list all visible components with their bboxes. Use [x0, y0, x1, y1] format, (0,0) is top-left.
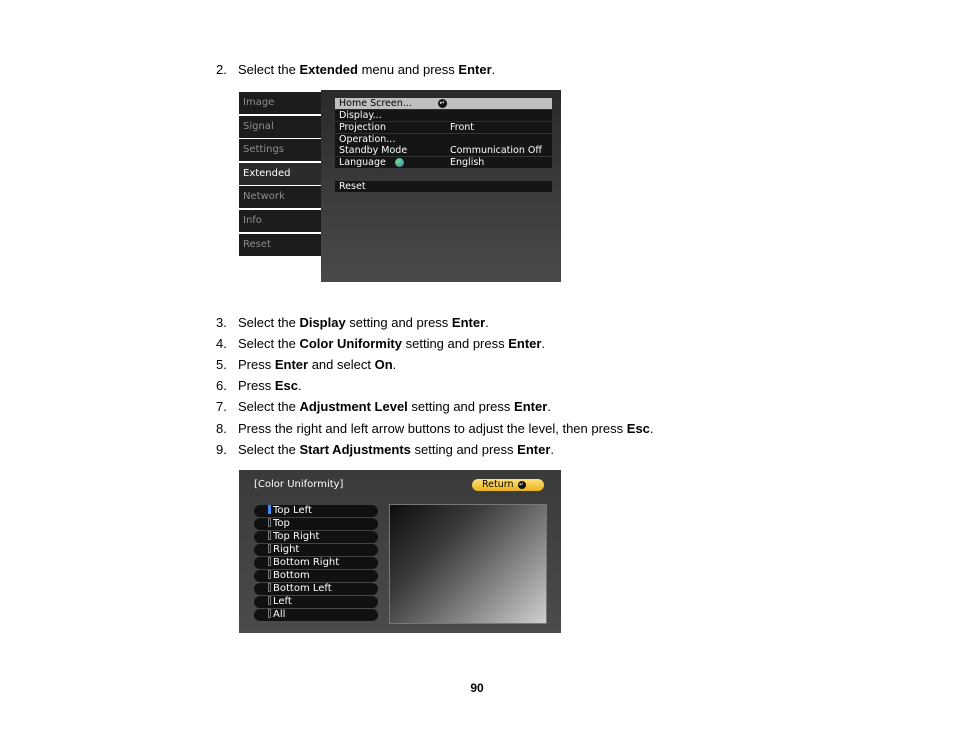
selection-cursor	[268, 518, 271, 527]
step-keyword: Display	[299, 315, 346, 330]
uniformity-item-bottom-left[interactable]	[254, 583, 378, 595]
step-keyword: Enter	[274, 357, 309, 372]
enter-icon: ↵	[519, 480, 525, 488]
uniformity-item-top-left[interactable]	[254, 505, 378, 517]
step-text: .	[547, 399, 551, 414]
uniformity-item-label: Bottom	[273, 570, 310, 581]
menu-row-language[interactable]	[335, 157, 552, 168]
enter-icon: ↵	[439, 99, 446, 107]
page-number: 90	[470, 681, 484, 695]
selection-cursor	[268, 505, 271, 514]
uniformity-item-label: Top Right	[273, 531, 320, 542]
step-keyword: Adjustment Level	[299, 399, 408, 414]
sidebar-tab-reset[interactable]: Reset	[239, 234, 321, 256]
step-keyword: On	[374, 357, 393, 372]
instruction-step-5	[216, 357, 396, 373]
uniformity-item-label: Bottom Left	[273, 583, 332, 594]
menu-row-label: Display...	[339, 110, 382, 121]
selection-cursor	[268, 583, 271, 592]
uniformity-item-label: Bottom Right	[273, 557, 340, 568]
step-text: setting and press	[345, 315, 452, 330]
step-text: Press	[238, 357, 275, 372]
instruction-step-6	[216, 378, 302, 394]
step-text: Select the	[238, 315, 300, 330]
step-text: Select the	[238, 399, 300, 414]
step-text: .	[297, 378, 302, 393]
menu-row-display[interactable]	[335, 110, 552, 121]
instruction-step-3	[216, 315, 489, 331]
step-number: 8.	[216, 421, 227, 436]
step-number: 9.	[216, 442, 227, 457]
uniformity-item-bottom-right[interactable]	[254, 557, 378, 569]
menu-row-label: Home Screen...	[339, 98, 412, 109]
uniformity-item-top[interactable]	[254, 518, 378, 530]
step-text: .	[550, 442, 555, 457]
step-keyword: Enter	[458, 62, 492, 77]
uniformity-item-bottom[interactable]	[254, 570, 378, 582]
uniformity-item-right[interactable]	[254, 544, 378, 556]
menu-row-value: Front	[450, 122, 475, 133]
instruction-step-8	[216, 421, 654, 437]
step-number: 6.	[216, 378, 227, 393]
uniformity-item-label: Top Left	[273, 505, 312, 516]
step-number: 3.	[216, 315, 227, 330]
return-button[interactable]	[472, 479, 544, 491]
uniformity-item-label: Right	[273, 544, 300, 555]
menu-row-operation[interactable]	[335, 134, 552, 145]
step-keyword: Color Uniformity	[299, 336, 402, 351]
step-text: setting and press	[410, 442, 518, 457]
color-uniformity-screenshot	[239, 470, 561, 633]
uniformity-item-label: Top	[273, 518, 290, 529]
menu-row-value: English	[450, 157, 485, 168]
step-text: Press	[238, 378, 275, 393]
extended-menu-screenshot	[239, 90, 561, 282]
uniformity-item-label: All	[273, 609, 286, 620]
step-text: menu and press	[357, 62, 459, 77]
extended-menu-panel	[321, 90, 561, 282]
menu-row-label: Projection	[339, 122, 386, 133]
instruction-step-2	[216, 62, 495, 78]
uniformity-item-top-right[interactable]	[254, 531, 378, 543]
menu-row-label: Standby Mode	[339, 145, 408, 156]
step-text: Select the	[238, 62, 300, 77]
selection-cursor	[268, 531, 271, 540]
step-text: .	[485, 315, 489, 330]
step-keyword: Extended	[299, 62, 358, 77]
step-keyword: Start Adjustments	[299, 442, 411, 457]
instruction-step-4	[216, 336, 545, 352]
step-text: Press the right and left arrow buttons to adjust the level, then press	[238, 421, 627, 436]
color-uniformity-title: [Color Uniformity]	[254, 479, 344, 490]
menu-row-reset[interactable]	[335, 181, 552, 192]
step-number: 4.	[216, 336, 227, 351]
step-text: .	[392, 357, 397, 372]
sidebar-tab-signal[interactable]: Signal	[239, 116, 321, 138]
step-keyword: Enter	[508, 336, 542, 351]
menu-row-home-screen[interactable]	[335, 98, 552, 109]
selection-cursor	[268, 557, 271, 566]
menu-row-standby-mode[interactable]	[335, 145, 552, 156]
step-number: 7.	[216, 399, 227, 414]
menu-row-label: Language	[339, 157, 386, 168]
selection-cursor	[268, 544, 271, 553]
instruction-step-9	[216, 442, 554, 458]
menu-row-projection[interactable]	[335, 122, 552, 133]
selection-cursor	[268, 570, 271, 579]
step-number: 2.	[216, 62, 227, 77]
step-text: and select	[308, 357, 375, 372]
sidebar-tab-info[interactable]: Info	[239, 210, 321, 232]
step-text: .	[491, 62, 496, 77]
globe-icon	[395, 158, 404, 167]
return-label: Return	[482, 479, 514, 490]
uniformity-item-all[interactable]	[254, 609, 378, 621]
step-keyword: Esc	[626, 421, 650, 436]
instruction-step-7	[216, 399, 551, 415]
menu-row-label: Operation...	[339, 134, 396, 145]
step-text: .	[649, 421, 654, 436]
menu-row-label: Reset	[339, 181, 366, 192]
step-keyword: Enter	[517, 442, 551, 457]
selection-cursor	[268, 609, 271, 618]
step-keyword: Enter	[514, 399, 548, 414]
step-number: 5.	[216, 357, 227, 372]
selection-cursor	[268, 596, 271, 605]
step-text: setting and press	[407, 399, 515, 414]
step-text: setting and press	[402, 336, 509, 351]
uniformity-item-left[interactable]	[254, 596, 378, 608]
step-keyword: Esc	[274, 378, 298, 393]
sidebar-tab-network[interactable]: Network	[239, 186, 321, 208]
step-keyword: Enter	[451, 315, 486, 330]
sidebar-tab-extended[interactable]: Extended	[239, 163, 327, 185]
uniformity-item-label: Left	[273, 596, 292, 607]
step-text: Select the	[238, 336, 300, 351]
step-text: .	[541, 336, 546, 351]
menu-row-value: Communication Off	[450, 145, 542, 156]
sidebar-tab-image[interactable]: Image	[239, 92, 321, 114]
step-text: Select the	[238, 442, 300, 457]
sidebar-tab-settings[interactable]: Settings	[239, 139, 321, 161]
adjustment-preview-gradient	[389, 504, 547, 624]
